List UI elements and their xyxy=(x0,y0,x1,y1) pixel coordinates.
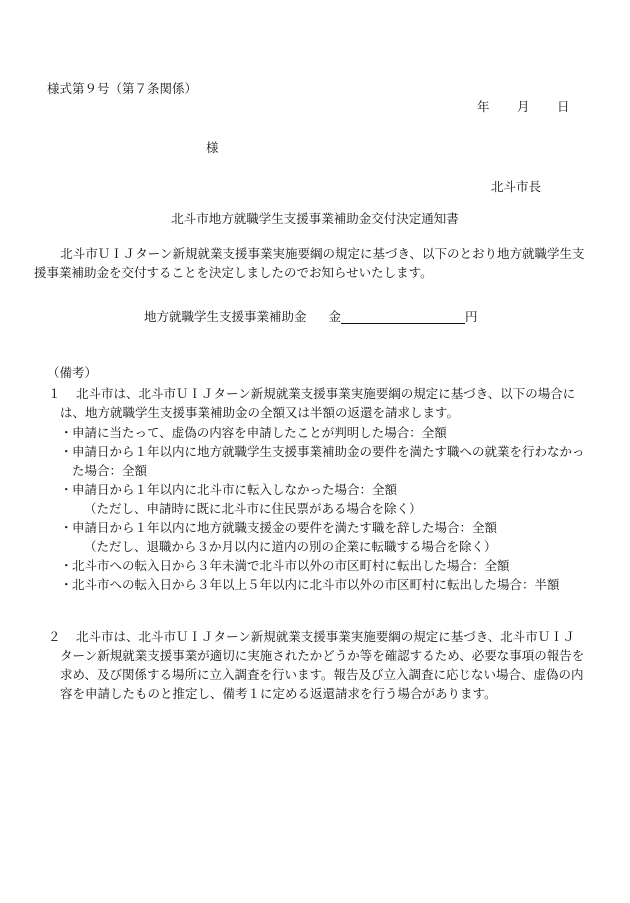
bullet-subnote: （ただし、退職から３か月以内に道内の別の企業に転職する場合を除く） xyxy=(84,539,497,554)
intro-paragraph: 北斗市ＵＩＪターン新規就業支援事業実施要綱の規定に基づき、以下のとおり地方就職学生支援事業補助金を交付することを決定しましたのでお知らせいたします。 xyxy=(34,246,585,280)
bullet-subnote: （ただし、申請時に既に北斗市に住民票がある場合を除く） xyxy=(84,501,422,516)
remark-text: 北斗市は、北斗市ＵＩＪターン新規就業支援事業実施要綱の規定に基づき、以下の場合には、地方就職学生支援事業補助金の全額又は半額の返還を請求します。 xyxy=(60,386,576,420)
bullet-text: 申請日から１年以内に地方就職学生支援事業補助金の要件を満たす職への就業を行わなかった場合：全額 xyxy=(72,444,585,478)
amount-prefix: 金 xyxy=(328,309,342,324)
list-item xyxy=(60,480,586,518)
amount-blank xyxy=(341,308,465,324)
bullet-mark: ・ xyxy=(60,558,73,573)
remark-note-1 xyxy=(34,384,586,422)
form-number: 様式第９号（第７条関係） xyxy=(47,81,198,96)
bullet-text: 申請日から１年以内に地方就職支援金の要件を満たす職を辞した場合：全額 xyxy=(72,520,498,535)
date-month-label: 月 xyxy=(517,99,530,114)
bullet-mark: ・ xyxy=(60,482,73,497)
amount-suffix: 円 xyxy=(465,309,478,324)
remark-number: ２ xyxy=(48,629,61,644)
issuer: 北斗市長 xyxy=(491,179,542,194)
remark-text: 北斗市は、北斗市ＵＩＪターン新規就業支援事業実施要綱の規定に基づき、北斗市ＵＩＪターン新規就業支援事業が適切に実施されたかどうか等を確認するため、必要な事項の報告を求め、及び関係する場所に立入調査を行います。報告及び立入調査に応じない場合、虚偽の内容を申請したものと推定し、備考１に定める返還請求を行う場合があります。 xyxy=(60,629,585,701)
amount-label: 地方就職学生支援事業補助金 xyxy=(144,309,307,324)
list-item xyxy=(60,518,586,556)
list-item xyxy=(60,423,586,442)
date-line xyxy=(477,97,570,116)
bullet-text: 北斗市への転入日から３年未満で北斗市以外の市区町村に転出した場合：全額 xyxy=(72,558,510,573)
amount-line xyxy=(144,307,478,326)
bullet-mark: ・ xyxy=(60,577,73,592)
bullet-text: 北斗市への転入日から３年以上５年以内に北斗市以外の市区町村に転出した場合：半額 xyxy=(72,577,560,592)
document-title: 北斗市地方就職学生支援事業補助金交付決定通知書 xyxy=(171,211,459,226)
date-year-label: 年 xyxy=(477,99,490,114)
list-item xyxy=(60,556,586,575)
bullet-text: 申請日から１年以内に北斗市に転入しなかった場合：全額 xyxy=(72,482,398,497)
addressee-suffix: 様 xyxy=(206,140,219,155)
list-item xyxy=(60,442,586,480)
bullet-text: 申請に当たって、虚偽の内容を申請したことが判明した場合：全額 xyxy=(72,425,447,440)
bullet-mark: ・ xyxy=(60,425,73,440)
bullet-mark: ・ xyxy=(60,444,73,459)
remark-bullet-list xyxy=(60,423,586,594)
remark-number: １ xyxy=(48,386,61,401)
date-day-label: 日 xyxy=(557,99,570,114)
list-item xyxy=(60,575,586,594)
remark-note-2 xyxy=(34,627,586,703)
bullet-mark: ・ xyxy=(60,520,73,535)
remarks-heading: （備考） xyxy=(47,365,98,380)
